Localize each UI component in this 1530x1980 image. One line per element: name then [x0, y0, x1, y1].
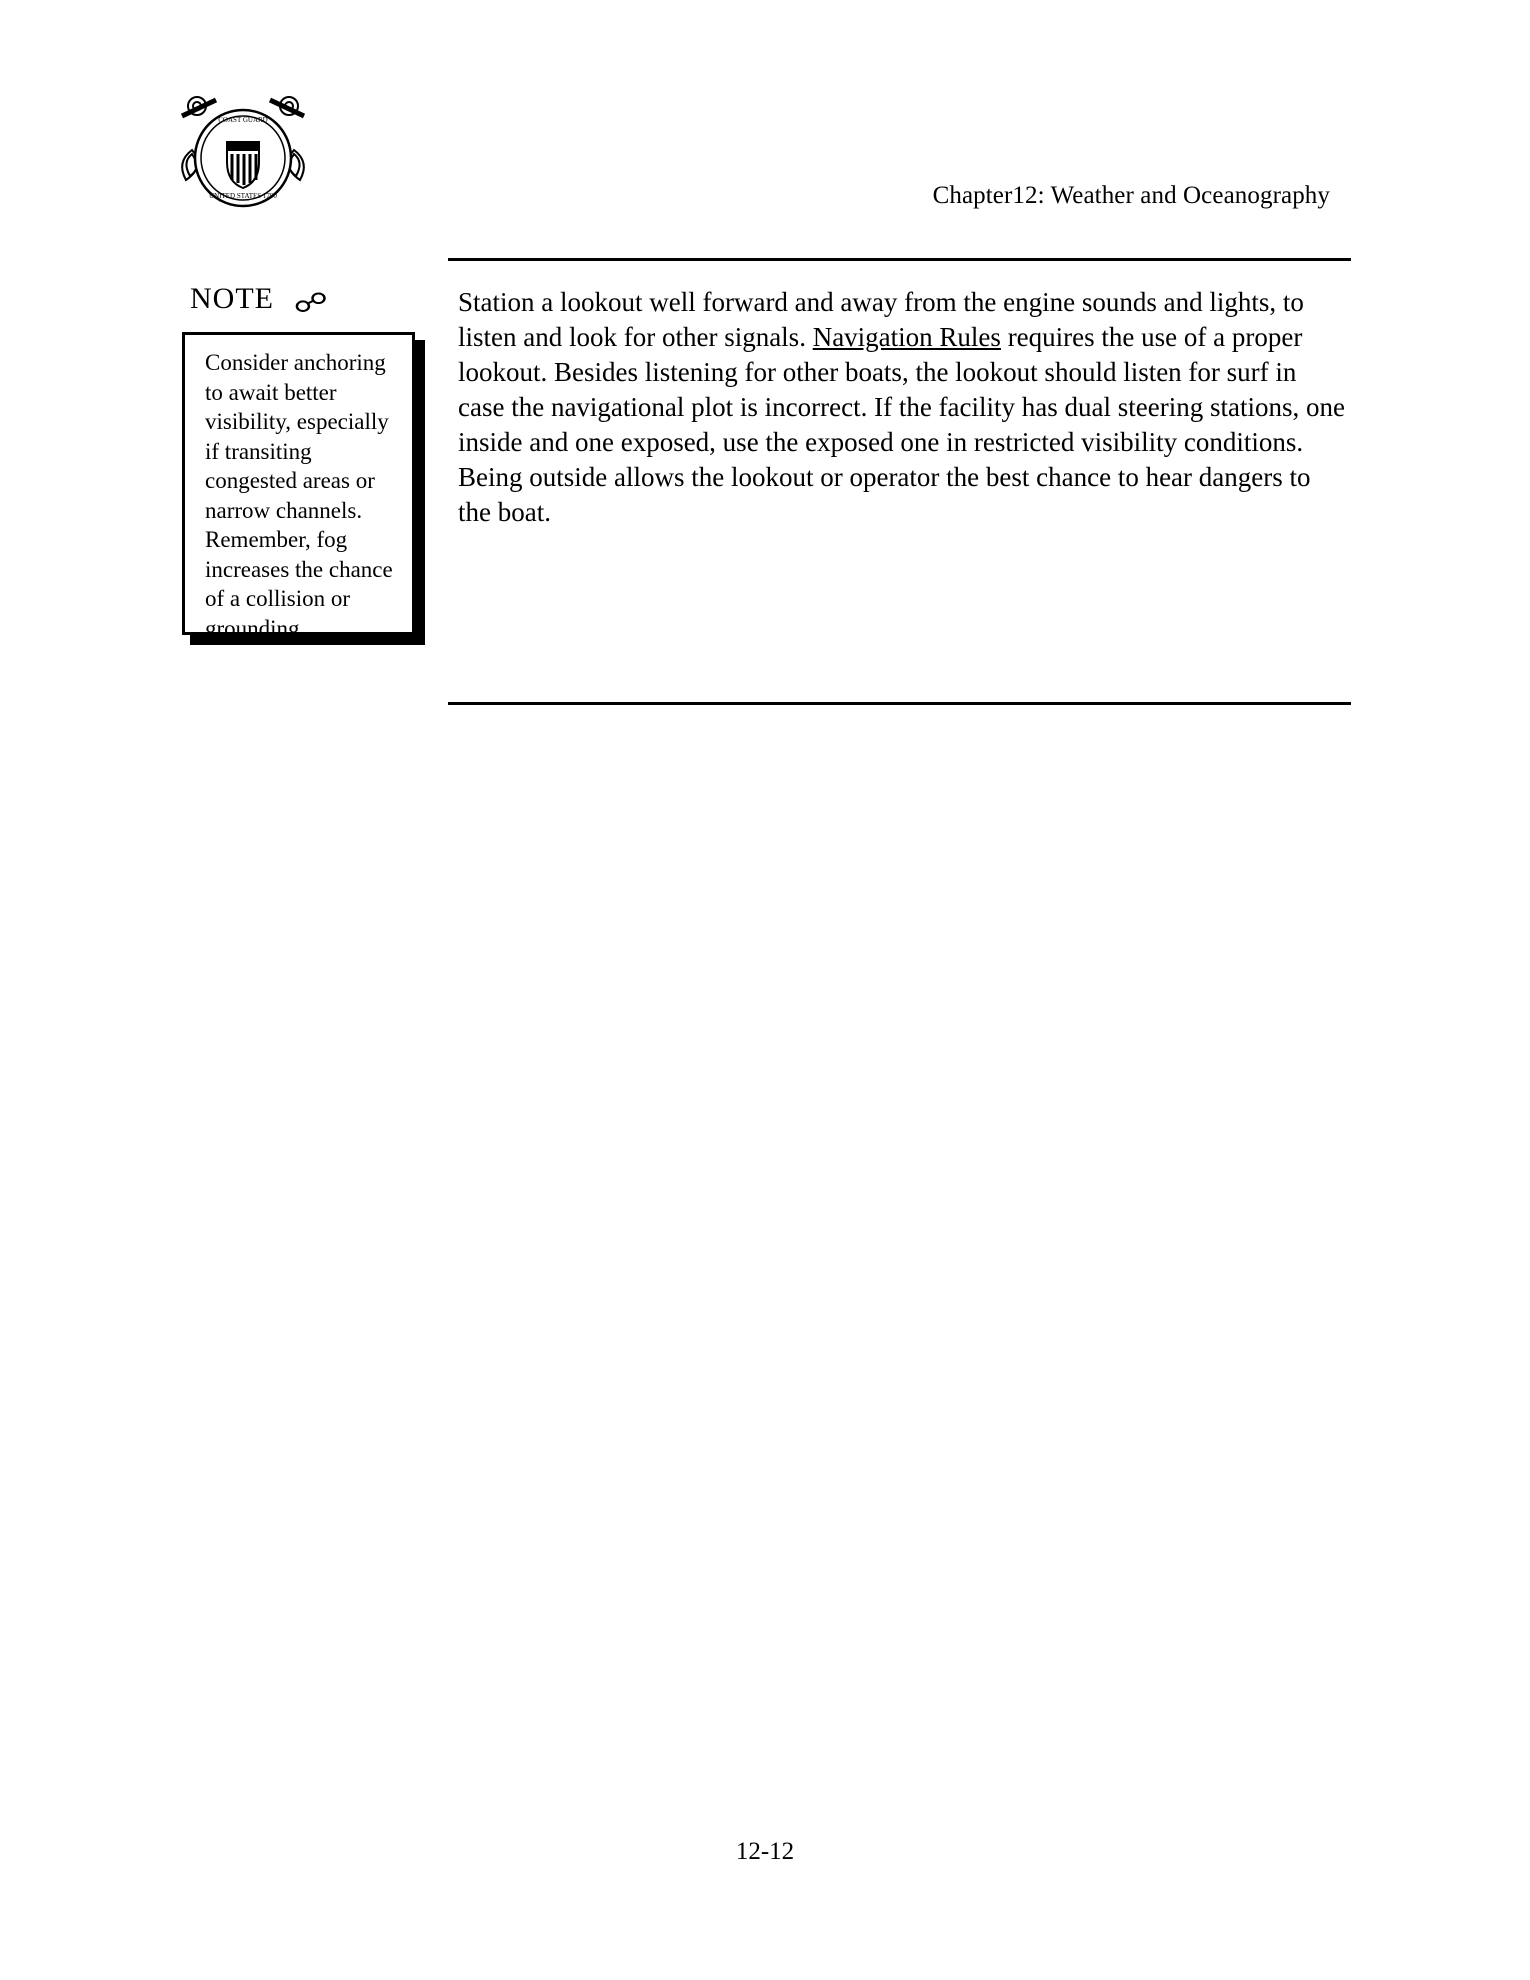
note-flourish-icon: ☍	[293, 288, 328, 319]
svg-text:UNITED STATES 1790: UNITED STATES 1790	[209, 192, 277, 200]
svg-text:COAST GUARD: COAST GUARD	[218, 116, 268, 124]
note-body-text: Consider anchoring to await better visibility, especially if transiting congested areas or narrow channels. Remember, fog increases the chance of a collision or grounding.	[205, 350, 393, 641]
note-label: NOTE	[190, 282, 274, 315]
uscg-seal-icon	[168, 80, 318, 230]
page-number: 12-12	[735, 1838, 795, 1865]
note-box	[182, 332, 415, 641]
navigation-rules-reference: Navigation Rules	[812, 322, 1001, 352]
top-divider-rule	[448, 258, 1351, 261]
main-paragraph	[458, 285, 1348, 530]
paragraph-segment-1: Station a lookout well forward and away from the engine sounds and lights, to listen and look for other signals.	[458, 287, 1304, 352]
page-header	[0, 70, 1530, 210]
chapter-title: Chapter12: Weather and Oceanography	[932, 182, 1330, 209]
paragraph-segment-2: requires the use of a proper lookout. Besides listening for other boats, the lookout should listen for surf in case the navigational plot is incorrect. If the facility has dual steering stations, one inside and one exposed, use the exposed one in restricted visibility conditions. Being outside allows the lookout or operator the best chance to hear dangers to the boat.	[458, 322, 1345, 527]
bottom-divider-rule	[448, 702, 1351, 705]
